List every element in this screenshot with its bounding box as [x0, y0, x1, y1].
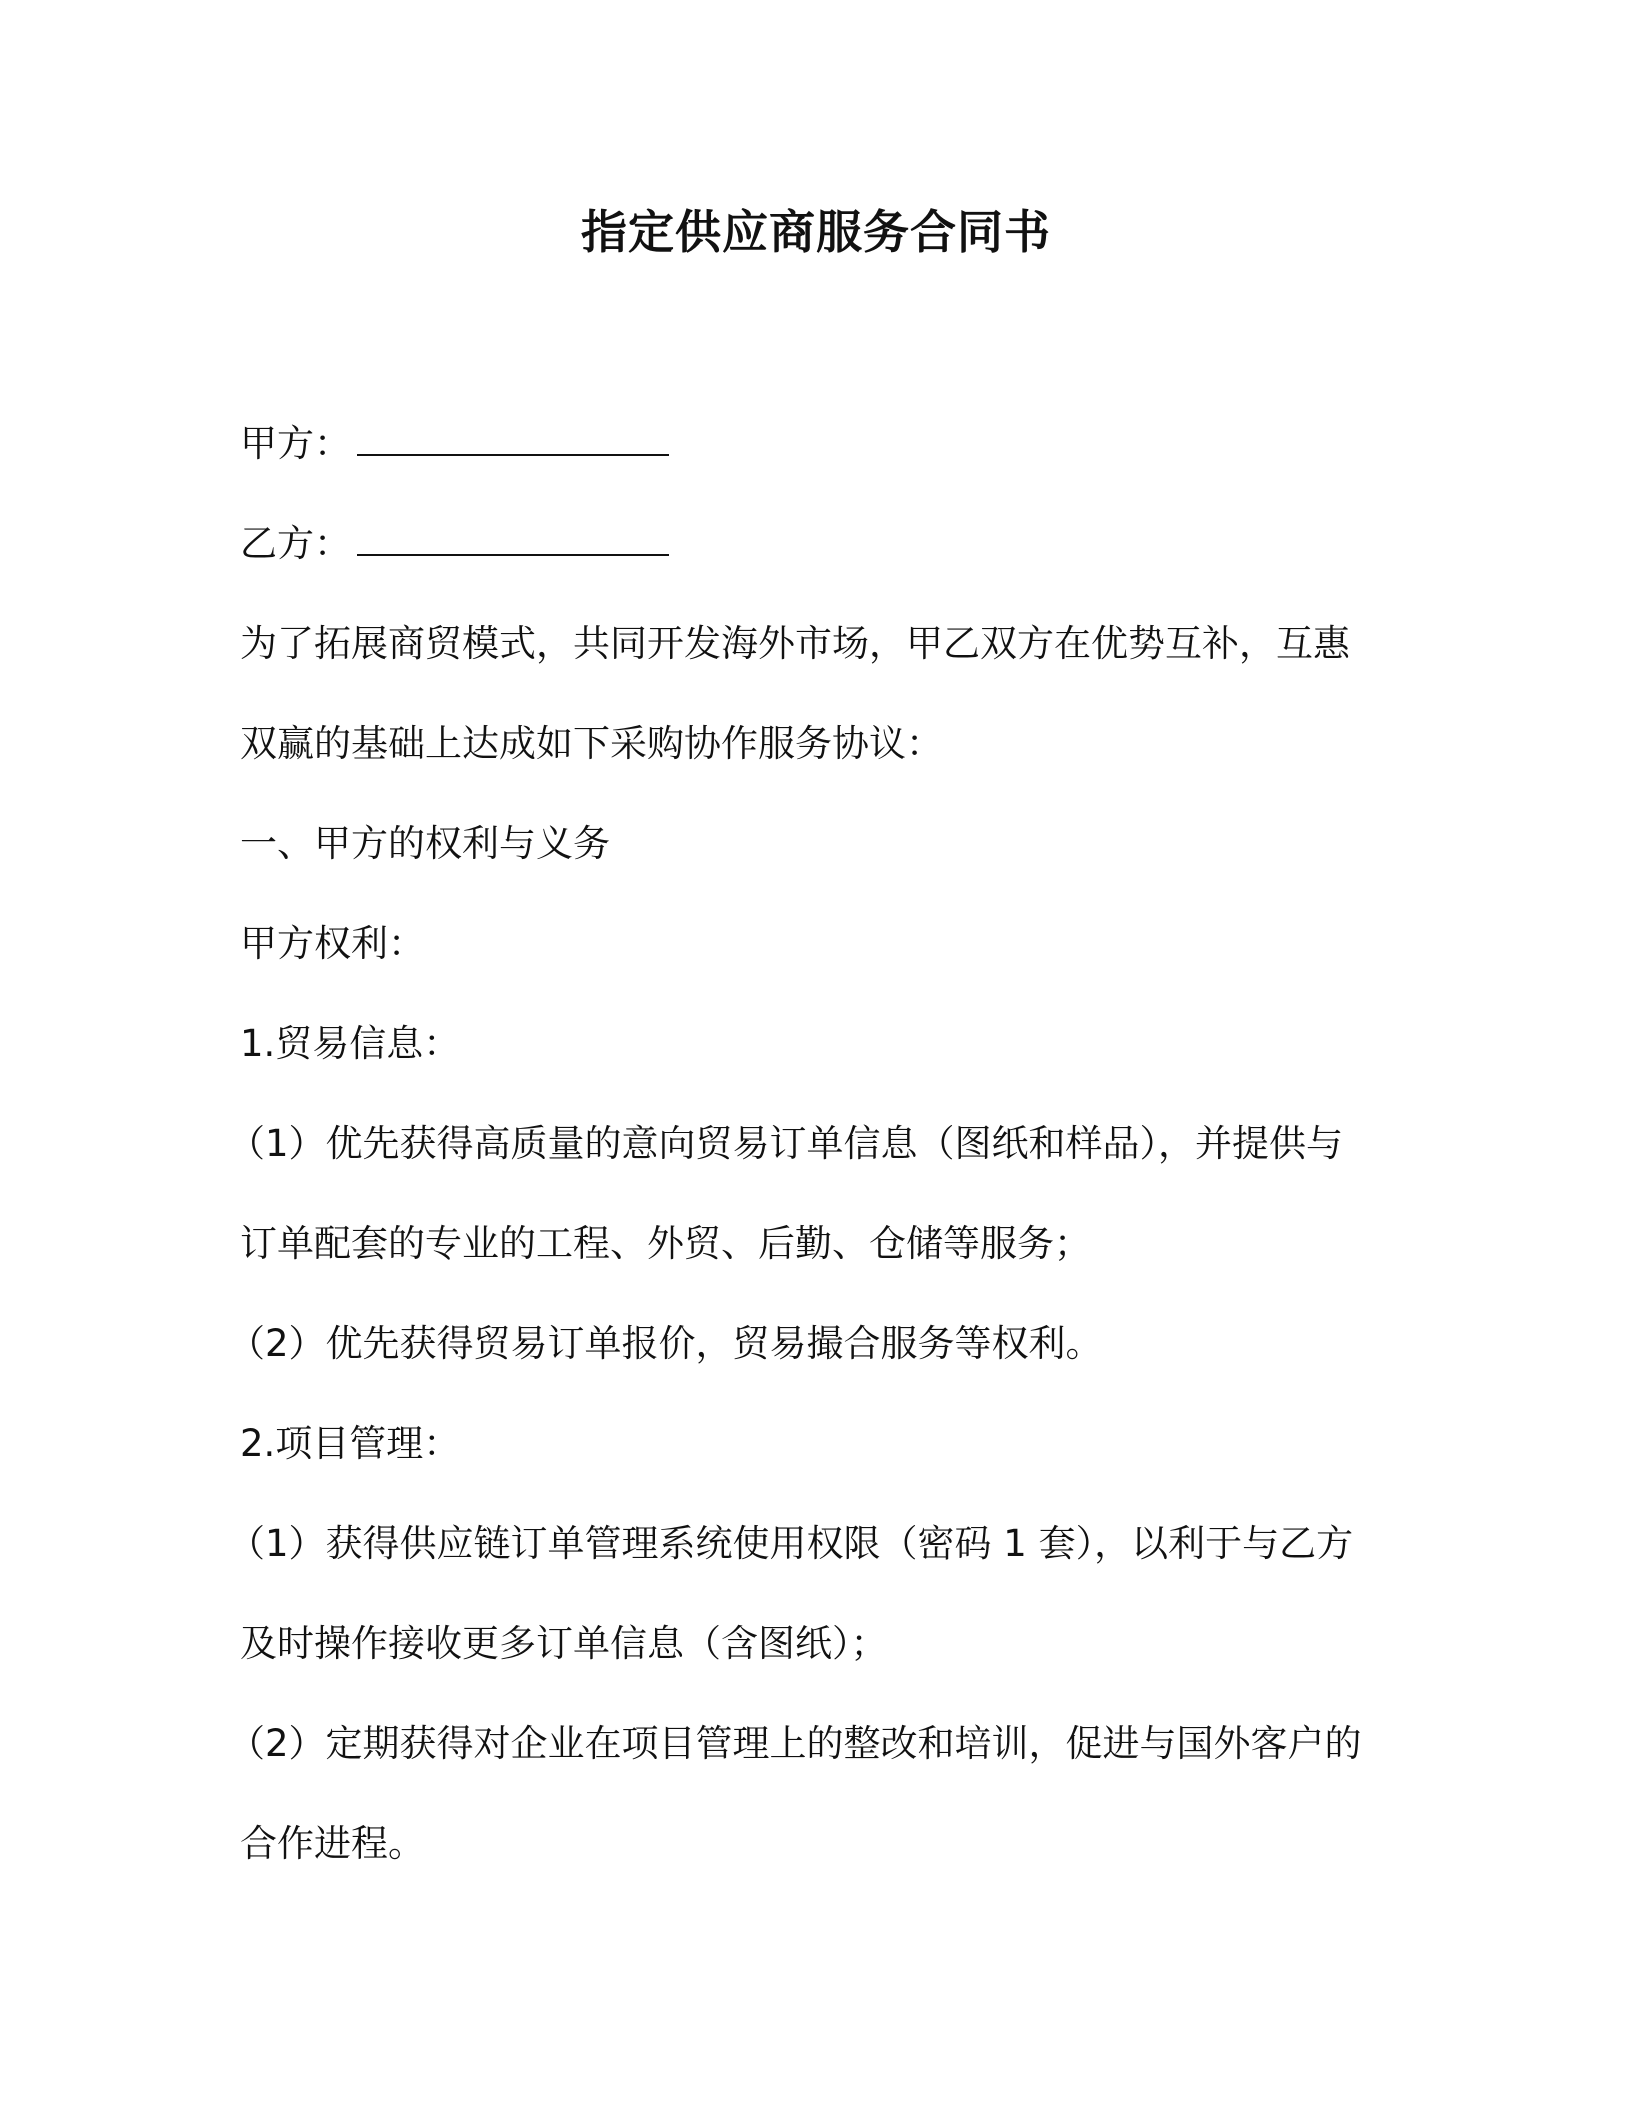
clause-2-2-line-1: （2）定期获得对企业在项目管理上的整改和培训，促进与国外客户的 [228, 1722, 1362, 1765]
clause-2-1-line-1: （1）获得供应链订单管理系统使用权限（密码 1 套），以利于与乙方 [228, 1522, 1354, 1565]
party-b-line [240, 520, 669, 568]
subsection-heading: 甲方权利： [240, 922, 425, 965]
party-a-label: 甲方： [240, 422, 351, 465]
party-a-blank [357, 424, 669, 456]
preamble-line-2: 双赢的基础上达成如下采购协作服务协议： [240, 722, 943, 765]
preamble-line-1: 为了拓展商贸模式，共同开发海外市场，甲乙双方在优势互补，互惠 [240, 622, 1350, 665]
document-title: 指定供应商服务合同书 [581, 205, 1051, 259]
party-b-label: 乙方： [240, 522, 351, 565]
clause-1-1-line-1: （1）优先获得高质量的意向贸易订单信息（图纸和样品），并提供与 [228, 1122, 1344, 1165]
clause-heading-2: 2.项目管理： [240, 1422, 461, 1465]
clause-1-2: （2）优先获得贸易订单报价，贸易撮合服务等权利。 [228, 1322, 1103, 1365]
clause-2-1-line-2: 及时操作接收更多订单信息（含图纸）； [240, 1622, 888, 1665]
party-a-line [240, 420, 669, 468]
clause-1-1-line-2: 订单配套的专业的工程、外贸、后勤、仓储等服务； [240, 1222, 1091, 1265]
party-b-blank [357, 524, 669, 556]
clause-heading-1: 1.贸易信息： [240, 1022, 461, 1065]
clause-2-2-line-2: 合作进程。 [240, 1822, 425, 1865]
section-heading: 一、甲方的权利与义务 [240, 822, 610, 865]
